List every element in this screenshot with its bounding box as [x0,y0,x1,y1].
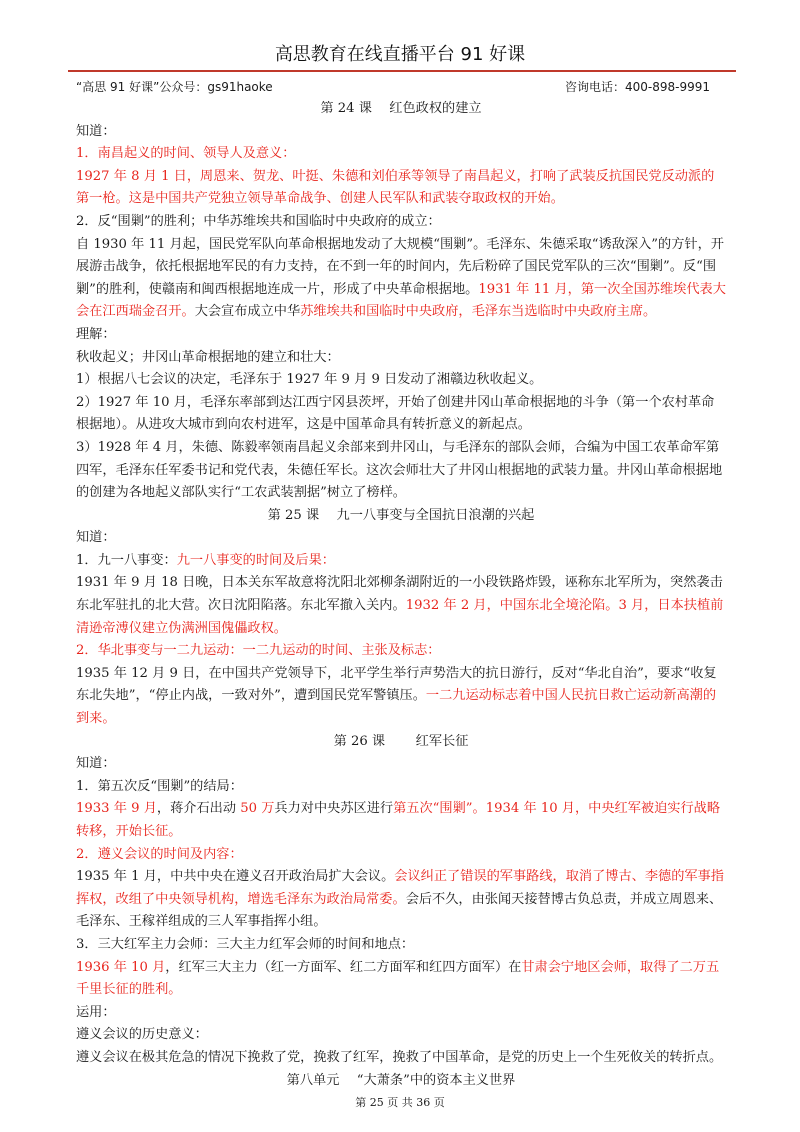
header-divider [68,70,736,72]
l24-understand-1: 1）根据八七会议的决定，毛泽东于 1927 年 9 月 9 日发动了湘赣边秋收起义。 [76,372,543,388]
highlight-segment: 第五次“围剿”。1934 年 10 月，中央红军被迫实行战略转移，开始长征。 [76,801,721,839]
apply-label: 运用： [76,1004,116,1020]
understand-label: 理解： [76,326,116,342]
highlight-segment: 甘肃会宁地区会师，取得了二万五千里长征的胜利。 [76,959,720,998]
header-title: 高思教育在线直播平台 91 好课 [274,44,526,65]
text-segment: 自 1930 年 11 月起，国民党军队向革命根据地发动了大规模“围剿”。毛泽东、朱德采取“诱敌深入”的方针，开展游击战争，依托根据地军民的有力支持，在不到一年的时间内，先后粉碎了国民党军队的三次“围剿”。反“围剿”的胜利，使赣南和闽西根据地连成一片，形成了中央革命根据地。 [76,236,724,297]
know-label: 知道： [76,123,116,139]
subheader [76,78,710,96]
l24-question-1: 1．南昌起义的时间、领导人及意义： [76,146,296,162]
phone-number: 咨询电话：400-898-9991 [564,80,710,94]
highlight-segment: 1936 年 10 月 [76,959,166,975]
l25-question-1 [76,550,726,573]
l24-understand-title: 秋收起义；井冈山革命根据地的建立和壮大： [76,349,340,365]
highlight-segment: 会议纠正了错误的军事路线，取消了博古、李德的军事指挥权，改组了中央领导机构，增选毛泽东为政治局常委。 [76,869,724,907]
l26-answer-3 [76,957,726,1002]
l26-question-2: 2．遵义会议的时间及内容： [76,846,243,862]
l26-apply-title: 遵义会议的历史意义： [76,1027,208,1043]
text-segment: 1931 年 9 月 18 日晚，日本关东军故意将沈阳北郊柳条湖附近的一小段铁路炸毁，诬称东北军所为，突然袭击东北军驻扎的北大营。次日沈阳陷落。东北军撤入关内。 [76,575,723,614]
highlight-segment: 50 万 [240,801,275,817]
l26-answer-2 [76,866,726,934]
text-segment: ，红军三大主力（红一方面军、红二方面军和红四方面军）在 [165,959,522,975]
page-number: 第 25 页 共 36 页 [355,1096,445,1109]
text-segment: 1935 年 1 月，中共中央在遵义召开政治局扩大会议。 [76,869,395,885]
wechat-account: “高思 91 好课”公众号：gs91haoke [76,80,273,94]
lesson-26-title: 第 26 课 红军长征 [333,733,469,749]
l24-answer-1: 1927 年 8 月 1 日，周恩来、贺龙、叶挺、朱德和刘伯承等领导了南昌起义，打响了武装反抗国民党反动派的第一枪。这是中国共产党独立领导革命战争、创建人民军队和武装夺取政权的开始。 [76,168,715,207]
highlight-segment: 一二九运动标志着中国人民抗日救亡运动新高潮的到来。 [76,688,717,727]
lesson-24-title: 第 24 课 红色政权的建立 [320,101,482,116]
highlight-segment: 1932 年 2 月，中国东北全境沦陷。3 月，日本扶植前清逊帝溥仪建立伪满洲国傀儡政权。 [76,598,724,636]
l26-question-3: 3．三大红军主力会师：三大主力红军会师的时间和地点： [76,936,415,952]
text-segment: 1935 年 12 月 9 日，在中国共产党领导下，北平学生举行声势浩大的抗日游行，反对“华北自治”，要求“收复东北失地”，“停止内战，一致对外”，遭到国民党军警镇压。 [76,665,717,704]
text-segment: ，蒋介石出动 [156,801,241,817]
lesson-25-title: 第 25 课 九一八事变与全国抗日浪潮的兴起 [267,507,535,523]
know-label: 知道： [76,756,116,772]
l24-understand-3: 3）1928 年 4 月，朱德、陈毅率领南昌起义余部来到井冈山，与毛泽东的部队会师，合编为中国工农革命军第四军，毛泽东任军委书记和党代表，朱德任军长。这次会师壮大了井冈山根据地的武装力量。井冈山革命根据地的创建为各地起义部队实行“工农武装割据”树立了榜样。 [76,439,723,501]
highlight-segment: 1931 年 11 月，第一次全国苏维埃代表大会在江西瑞金召开。 [76,281,726,320]
highlight-segment: 苏维埃共和国临时中央政府，毛泽东当选临时中央政府主席。 [300,304,657,320]
l25-answer-2 [76,663,726,731]
text-segment: 大会宣布成立中华 [194,304,301,320]
document-body [76,98,726,1092]
l26-question-1: 1．第五次反“围剿”的结局： [76,778,243,794]
text-segment: 会后不久，由张闻天接替博古负总责，并成立周恩来、毛泽东、王稼祥组成的三人军事指挥小组。 [76,891,723,930]
highlight-segment: 1933 年 9 月 [76,801,157,817]
l24-understand-2: 2）1927 年 10 月，毛泽东率部到达江西宁冈县茨坪，开始了创建井冈山革命根据地的斗争（第一个农村革命根据地）。从进攻大城市到向农村进军，这是中国革命具有转折意义的新起点。 [76,394,715,433]
text-segment: 兵力对中央苏区进行 [274,801,394,817]
unit-8-title: 第八单元 “大萧条”中的资本主义世界 [286,1072,516,1088]
l26-answer-1 [76,798,726,843]
l24-answer-2 [76,234,726,324]
l26-apply-text: 遵义会议在极其危急的情况下挽救了党，挽救了红军，挽救了中国革命，是党的历史上一个生死攸关的转折点。 [76,1049,723,1065]
text-segment: 1．九一八事变： [76,552,177,568]
l25-answer-1 [76,572,726,640]
l25-question-2: 2．华北事变与一二九运动：一二九运动的时间、主张及标志： [76,643,441,659]
highlight-segment: 九一八事变的时间及后果： [176,552,335,568]
l24-question-2: 2．反“围剿”的胜利；中华苏维埃共和国临时中央政府的成立： [76,213,441,229]
know-label: 知道： [76,530,116,546]
